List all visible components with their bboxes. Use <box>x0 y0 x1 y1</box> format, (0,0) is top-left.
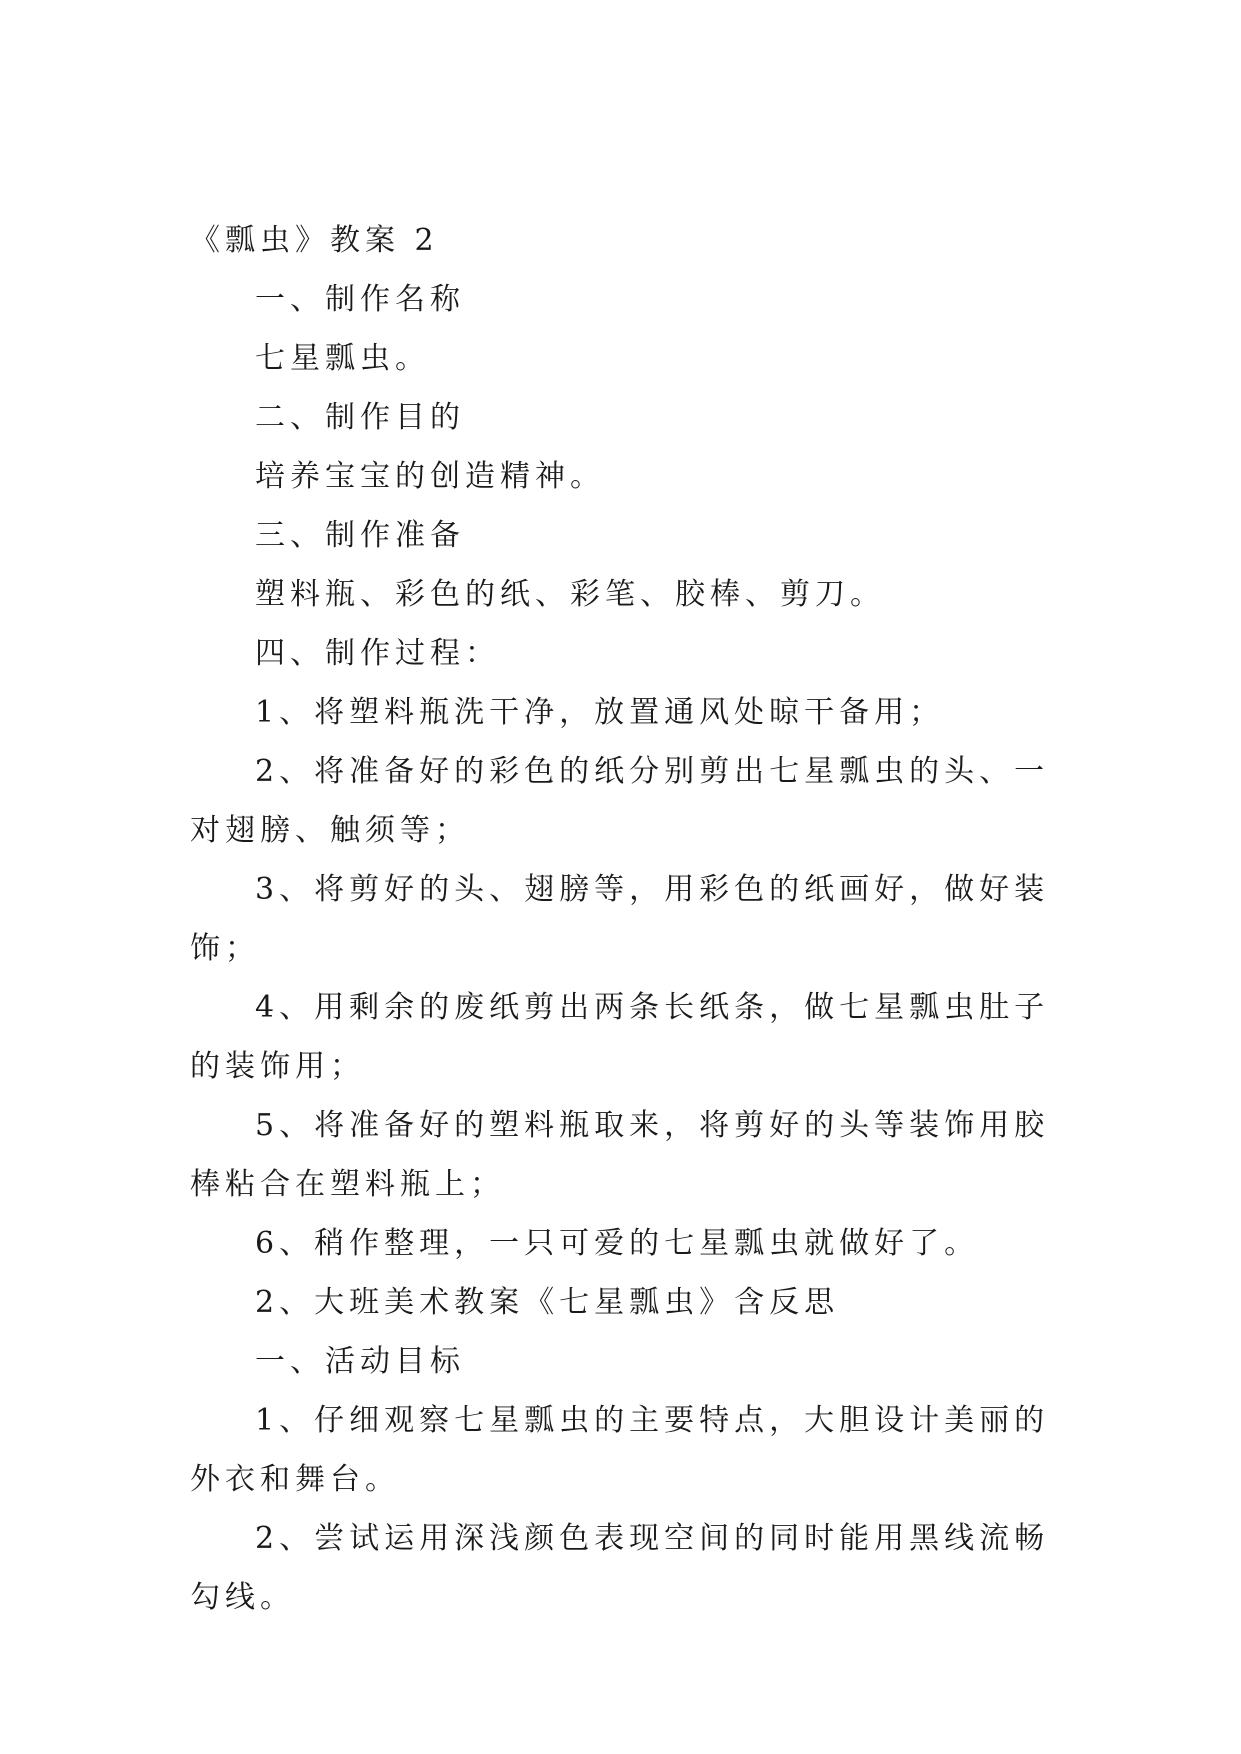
paragraph-section-2-title: 2、大班美术教案《七星瓢虫》含反思 <box>255 1285 840 1320</box>
paragraph-production-name: 七星瓢虫。 <box>255 341 430 376</box>
paragraph-process-heading: 四、制作过程： <box>255 636 500 671</box>
paragraph-purpose: 培养宝宝的创造精神。 <box>255 459 605 494</box>
document-title: 《瓢虫》教案 2 <box>190 223 439 258</box>
paragraph-step-5: 5、将准备好的塑料瓶取来，将剪好的头等装饰用胶棒粘合在塑料瓶上； <box>190 1108 1050 1202</box>
paragraph-production-name-heading: 一、制作名称 <box>255 282 465 317</box>
paragraph-step-1: 1、将塑料瓶洗干净，放置通风处晾干备用； <box>255 695 945 730</box>
document-page <box>190 211 1050 1627</box>
paragraph-goal-1: 1、仔细观察七星瓢虫的主要特点，大胆设计美丽的外衣和舞台。 <box>190 1403 1050 1497</box>
paragraph-materials: 塑料瓶、彩色的纸、彩笔、胶棒、剪刀。 <box>255 577 885 612</box>
paragraph-step-4: 4、用剩余的废纸剪出两条长纸条，做七星瓢虫肚子的装饰用； <box>190 990 1050 1084</box>
paragraph-step-6: 6、稍作整理，一只可爱的七星瓢虫就做好了。 <box>255 1226 980 1261</box>
paragraph-step-3: 3、将剪好的头、翅膀等，用彩色的纸画好，做好装饰； <box>190 872 1050 966</box>
paragraph-step-2: 2、将准备好的彩色的纸分别剪出七星瓢虫的头、一对翅膀、触须等； <box>190 754 1050 848</box>
paragraph-goals-heading: 一、活动目标 <box>255 1344 465 1379</box>
paragraph-purpose-heading: 二、制作目的 <box>255 400 465 435</box>
paragraph-materials-heading: 三、制作准备 <box>255 518 465 553</box>
paragraph-goal-2: 2、尝试运用深浅颜色表现空间的同时能用黑线流畅勾线。 <box>190 1521 1050 1615</box>
